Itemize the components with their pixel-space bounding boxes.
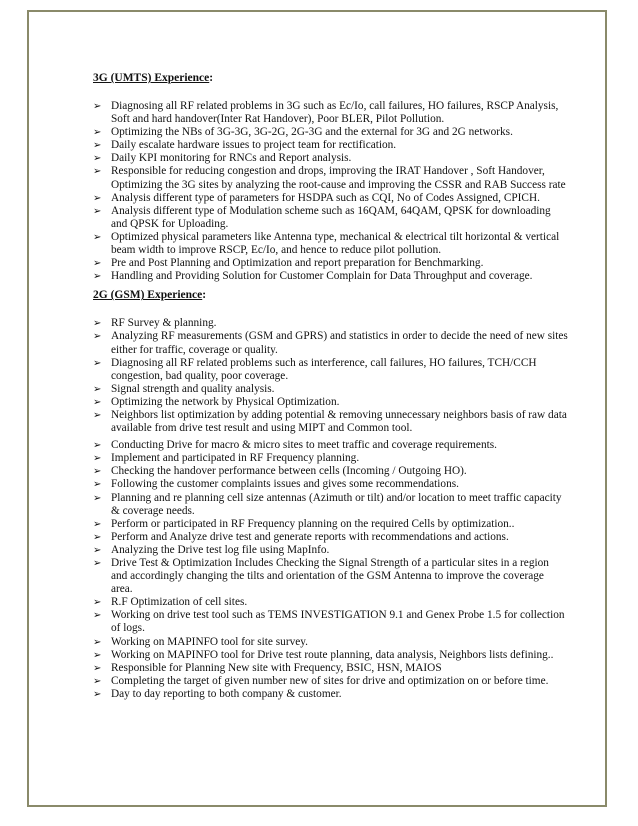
list-item-text: Following the customer complaints issues and gives some recommendations. (111, 478, 459, 491)
list-item-text: Perform or participated in RF Frequency planning on the required Cells by optimization.. (111, 517, 515, 530)
bullet-arrow-icon: ➢ (93, 409, 102, 421)
bullet-arrow-icon: ➢ (93, 101, 102, 112)
bullet-arrow-icon: ➢ (93, 318, 102, 330)
list-item-text: RF Survey & planning. (111, 317, 217, 330)
bullet-arrow-icon: ➢ (93, 383, 102, 395)
list-item (93, 662, 568, 675)
list-item (93, 165, 568, 191)
list-item-text: Working on MAPINFO tool for site survey. (111, 635, 308, 648)
list-item (93, 205, 568, 231)
bullet-arrow-icon: ➢ (93, 636, 102, 648)
list-item-text: Handling and Providing Solution for Customer Complain for Data Throughput and coverage. (111, 270, 533, 283)
list-item-text: Working on drive test tool such as TEMS INVESTIGATION 9.1 and Genex Probe 1.5 for collection of logs. (111, 609, 565, 635)
list-item (93, 609, 568, 635)
bullet-arrow-icon: ➢ (93, 271, 102, 283)
bullet-arrow-icon: ➢ (93, 466, 102, 478)
list-item (93, 596, 568, 609)
list-item (93, 518, 568, 531)
document-content (93, 71, 568, 701)
list-item (93, 152, 568, 165)
bullet-arrow-icon: ➢ (93, 231, 102, 243)
list-item (93, 383, 568, 396)
list-item (93, 492, 568, 518)
list-item-text: Implement and participated in RF Frequency planning. (111, 452, 360, 465)
bullet-list-3g (93, 100, 568, 283)
list-item (93, 192, 568, 205)
list-item-text: Optimizing the network by Physical Optimization. (111, 395, 340, 408)
list-item-text: Planning and re planning cell size antennas (Azimuth or tilt) and/or location to meet traffic capacity & coverage needs. (111, 491, 562, 517)
list-item-text: Neighbors list optimization by adding potential & removing unnecessary neighbors basis of raw data available from drive test result and using MIPT and Common tool. (111, 408, 567, 435)
list-item-text: Diagnosing all RF related problems such as interference, call failures, HO failures, TCH/CCH congestion, bad quality, poor coverage. (111, 356, 537, 382)
section-heading-3g: 3G (UMTS) Experience: (93, 72, 214, 84)
list-item (93, 649, 568, 662)
list-item (93, 317, 568, 330)
bullet-arrow-icon: ➢ (93, 479, 102, 491)
list-item-text: Analysis different type of Modulation scheme such as 16QAM, 64QAM, QPSK for downloading and QPSK for Uploading. (111, 204, 551, 230)
section-heading-2g: 2G (GSM) Experience: (93, 289, 207, 302)
bullet-arrow-icon: ➢ (93, 649, 102, 661)
bullet-arrow-icon: ➢ (93, 544, 102, 556)
list-item-text: Signal strength and quality analysis. (111, 382, 275, 395)
list-item-text: Day to day reporting to both company & customer. (111, 687, 342, 700)
bullet-arrow-icon: ➢ (93, 396, 102, 408)
list-item (93, 675, 568, 688)
list-item (93, 478, 568, 491)
bullet-arrow-icon: ➢ (93, 440, 102, 452)
list-item-text: Pre and Post Planning and Optimization and report preparation for Benchmarking. (111, 257, 484, 270)
list-item-text: Perform and Analyze drive test and generate reports with recommendations and actions. (111, 530, 509, 543)
bullet-arrow-icon: ➢ (93, 192, 102, 204)
bullet-arrow-icon: ➢ (93, 675, 102, 687)
bullet-arrow-icon: ➢ (93, 331, 102, 343)
bullet-arrow-icon: ➢ (93, 127, 102, 139)
list-item-text: Diagnosing all RF related problems in 3G such as Ec/Io, call failures, HO failures, RSCP Analysis, Soft and hard handover(Inter Rat Handover), Poor BLER, Pilot Pollution. (111, 100, 559, 126)
list-item-text: Responsible for reducing congestion and drops, improving the IRAT Handover , Soft Handover, Optimizing the 3G sites by analyzing the root-cause and improving the CSSR and RAB Success rate (111, 165, 566, 191)
list-item-text: Optimizing the NBs of 3G-3G, 3G-2G, 2G-3G and the external for 3G and 2G networks. (111, 126, 513, 139)
bullet-arrow-icon: ➢ (93, 492, 102, 504)
list-item (93, 270, 568, 283)
list-item (93, 231, 568, 257)
bullet-list-2g-b (93, 439, 568, 701)
list-item (93, 439, 568, 452)
list-item (93, 126, 568, 139)
bullet-arrow-icon: ➢ (93, 357, 102, 369)
list-item (93, 330, 568, 356)
list-item (93, 452, 568, 465)
bullet-arrow-icon: ➢ (93, 140, 102, 152)
list-item-text: Drive Test & Optimization Includes Checking the Signal Strength of a particular sites in a region and accordingly changing the tilts and orientation of the GSM Antenna to improve the coverage area. (111, 557, 549, 596)
list-item-text: Optimized physical parameters like Antenna type, mechanical & electrical tilt horizontal & vertical beam width to improve RSCP, Ec/Io, and hence to reduce pilot pollution. (111, 230, 560, 257)
bullet-arrow-icon: ➢ (93, 258, 102, 270)
bullet-arrow-icon: ➢ (93, 166, 102, 178)
list-item-text: Checking the handover performance between cells (Incoming / Outgoing HO). (111, 465, 467, 478)
bullet-arrow-icon: ➢ (93, 453, 102, 465)
list-item-text: Working on MAPINFO tool for Drive test route planning, data analysis, Neighbors lists defining.. (111, 648, 554, 661)
bullet-arrow-icon: ➢ (93, 205, 102, 217)
list-item (93, 396, 568, 409)
bullet-list-2g-a (93, 317, 568, 435)
list-item (93, 531, 568, 544)
list-item (93, 557, 568, 596)
list-item (93, 544, 568, 557)
list-item-text: R.F Optimization of cell sites. (111, 596, 248, 609)
bullet-arrow-icon: ➢ (93, 688, 102, 700)
list-item (93, 139, 568, 152)
list-item-text: Completing the target of given number new of sites for drive and optimization on or before time. (111, 674, 549, 687)
list-item (93, 100, 568, 126)
list-item-text: Daily escalate hardware issues to project team for rectification. (111, 139, 397, 152)
bullet-arrow-icon: ➢ (93, 153, 102, 165)
list-item-text: Analyzing RF measurements (GSM and GPRS) and statistics in order to decide the need of new sites either for traffic, coverage or quality. (111, 330, 568, 356)
list-item (93, 409, 568, 435)
list-item-text: Analyzing the Drive test log file using MapInfo. (111, 543, 330, 556)
bullet-arrow-icon: ➢ (93, 610, 102, 622)
bullet-arrow-icon: ➢ (93, 662, 102, 674)
list-item-text: Conducting Drive for macro & micro sites to meet traffic and coverage requirements. (111, 439, 497, 452)
list-item (93, 465, 568, 478)
bullet-arrow-icon: ➢ (93, 531, 102, 543)
list-item (93, 357, 568, 383)
bullet-arrow-icon: ➢ (93, 558, 102, 569)
list-item (93, 257, 568, 270)
bullet-arrow-icon: ➢ (93, 518, 102, 530)
list-item (93, 636, 568, 649)
list-item-text: Analysis different type of parameters for HSDPA such as CQI, No of Codes Assigned, CPICH. (111, 191, 540, 204)
list-item-text: Daily KPI monitoring for RNCs and Report analysis. (111, 152, 352, 165)
list-item-text: Responsible for Planning New site with Frequency, BSIC, HSN, MAIOS (111, 661, 442, 674)
list-item (93, 688, 568, 701)
bullet-arrow-icon: ➢ (93, 597, 102, 609)
